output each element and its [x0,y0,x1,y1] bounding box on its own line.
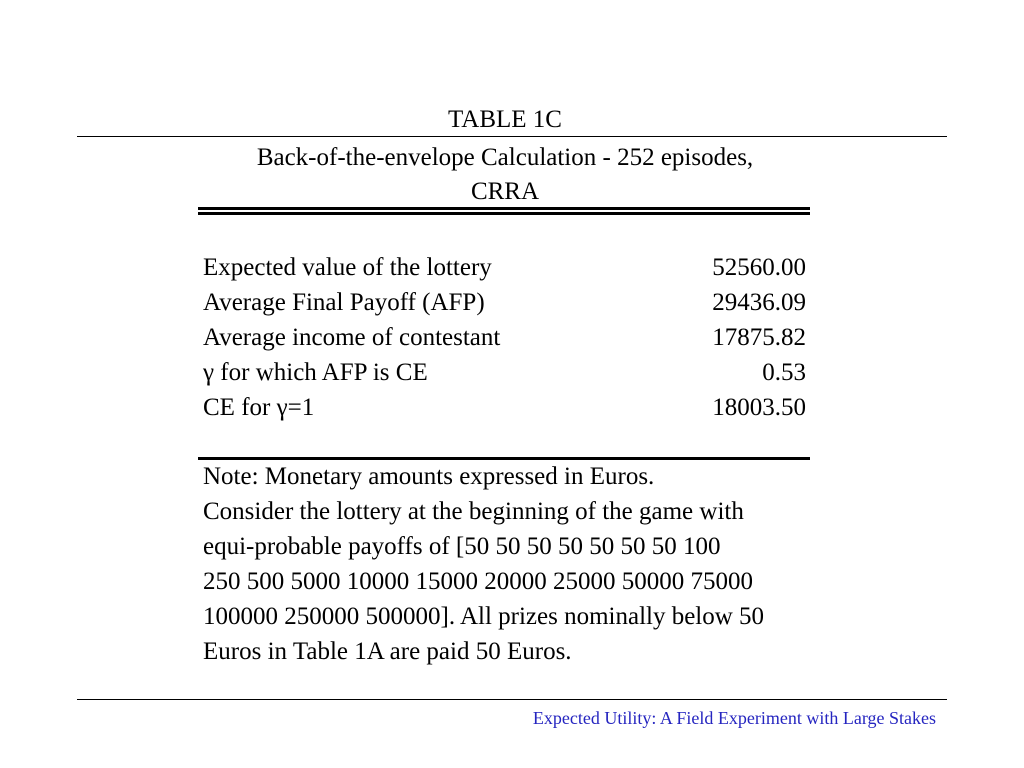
note-line: Euros in Table 1A are paid 50 Euros. [203,638,572,665]
note-line: 100000 250000 500000]. All prizes nominally below 50 [203,603,765,630]
note-line: equi-probable payoffs of [50 50 50 50 50 50 50 100 [203,533,721,560]
row-label: Expected value of the lottery [203,254,492,281]
table-row [203,355,806,390]
note-line: Note: Monetary amounts expressed in Euros. [203,463,655,490]
table-note [203,459,813,669]
header-double-rule-bottom [198,212,810,215]
note-line: Consider the lottery at the beginning of the game with [203,498,744,525]
header-double-rule-top [198,207,810,210]
footer-divider [77,699,947,700]
row-label: γ for which AFP is CE [203,359,428,386]
table-title: TABLE 1C [448,106,562,133]
row-value: 0.53 [762,359,806,386]
results-table [203,250,806,425]
row-label: CE for γ=1 [203,394,315,421]
row-label: Average Final Payoff (AFP) [203,289,485,316]
table-row [203,250,806,285]
subtitle-line-1: Back-of-the-envelope Calculation - 252 episodes, [256,144,754,171]
row-value: 29436.09 [712,289,806,316]
table-row [203,320,806,355]
row-value: 18003.50 [712,394,806,421]
table-row [203,285,806,320]
footer-caption: Expected Utility: A Field Experiment with Large Stakes [532,708,936,728]
note-line: 250 500 5000 10000 15000 20000 25000 50000 75000 [203,568,753,595]
top-divider [77,136,947,137]
table-subtitle [200,141,810,209]
row-label: Average income of contestant [203,324,501,351]
subtitle-line-2: CRRA [470,178,540,205]
table-row [203,390,806,425]
row-value: 52560.00 [712,254,806,281]
row-value: 17875.82 [712,324,806,351]
